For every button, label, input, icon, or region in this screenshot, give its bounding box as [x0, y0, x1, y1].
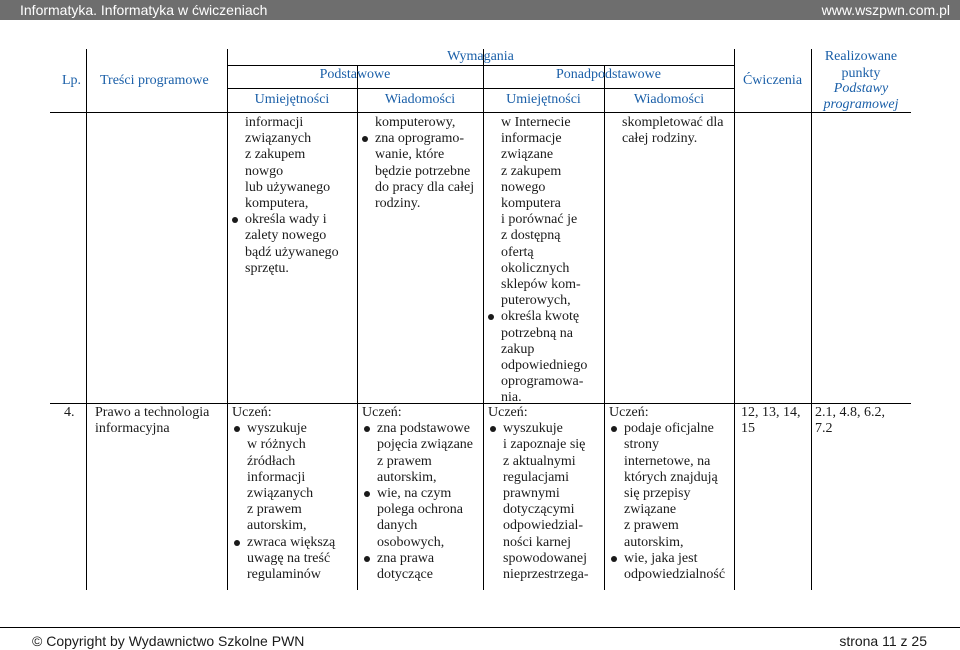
list-item: wie, jaka jest odpowiedzialność: [609, 551, 733, 583]
header-realizowane: Realizowane: [824, 49, 898, 64]
list-item: podaje oficjalne strony internetowe, na których znajdują się przepisy związane z prawem autorskim,: [609, 421, 733, 551]
header-podstawy: Podstawy: [833, 81, 889, 96]
header-wymagania: Wymagania: [447, 49, 514, 64]
punkty-text: 2.1, 4.8, 6.2, 7.2: [815, 405, 885, 437]
header-podstawowe: Podstawowe: [319, 67, 391, 82]
cont-text: informacji związanych z zakupem nowgo lub używanego komputera,: [245, 115, 331, 212]
header-wiadomosci-2: Wiadomości: [633, 92, 705, 107]
header-umiejetnosci-1: Umiejętności: [254, 92, 330, 107]
list-item: określa kwotę potrzebną na zakup odpowiedniego oprogramowa- nia.: [486, 309, 603, 406]
page-number: strona 11 z 25: [839, 633, 927, 649]
bullet-list: [609, 421, 733, 583]
footer-divider: [0, 627, 960, 628]
row4-umiejetnosci-ponad: [488, 405, 603, 583]
header-tresci: Treści programowe: [100, 73, 209, 88]
uczen-label: Uczeń:: [362, 405, 402, 420]
cont-text: skompletować dla całej rodziny.: [622, 115, 724, 147]
row4-cwiczenia: [741, 405, 811, 437]
cont-wiadomosci-podst: [360, 115, 482, 212]
header-wiadomosci-1: Wiadomości: [384, 92, 456, 107]
row-tresci-text: Prawo a technologia informacyjna: [95, 405, 210, 437]
list-item: wie, na czym polega ochrona danych osobowych,: [362, 486, 482, 551]
header-programowej: programowej: [823, 97, 899, 112]
uczen-label: Uczeń:: [488, 405, 528, 420]
header-umiejetnosci-2: Umiejętności: [506, 92, 581, 107]
bullet-list: [360, 131, 482, 212]
cont-text: w Internecie informacje związane z zakupem nowego komputera i porównać je z dostępną ofertą okolicznych sklepów kom- puterowych,: [501, 115, 581, 309]
list-item: zwraca większą uwagę na treść regulaminów: [232, 535, 356, 584]
header-punkty: punkty: [841, 66, 881, 81]
grid-line: [50, 112, 911, 113]
row4-wiadomosci-podst: [362, 405, 482, 583]
row4-punkty: [815, 405, 910, 437]
top-bar: [0, 0, 960, 20]
bullet-list: [230, 212, 356, 277]
uczen-label: Uczeń:: [232, 405, 272, 420]
row-number: 4.: [64, 405, 75, 420]
grid-line: [227, 65, 734, 66]
grid-line: [227, 88, 734, 89]
grid-line: [483, 49, 484, 590]
grid-line: [604, 65, 605, 590]
grid-line: [50, 403, 911, 404]
header-lp: Lp.: [62, 73, 82, 88]
bullet-list: [362, 421, 482, 583]
header-cwiczenia: Ćwiczenia: [742, 73, 803, 88]
list-item: zna prawa dotyczące: [362, 551, 482, 583]
bullet-list: [488, 421, 603, 583]
cont-text: komputerowy,: [375, 115, 456, 130]
grid-line: [734, 49, 735, 590]
uczen-label: Uczeń:: [609, 405, 649, 420]
list-item: wyszukuje i zapoznaje się z aktualnymi regulacjami prawnymi dotyczącymi odpowiedzial- ności karnej spowodowanej nieprzestrzega-: [488, 421, 603, 583]
bullet-list: [486, 309, 603, 406]
grid-line: [86, 49, 87, 590]
grid-line: [227, 49, 228, 590]
row4-umiejetnosci-podst: [232, 405, 356, 583]
list-item: zna oprogramo- wanie, które będzie potrzebne do pracy dla całej rodziny.: [360, 131, 482, 212]
row4-wiadomosci-ponad: [609, 405, 733, 583]
list-item: wyszukuje w różnych źródłach informacji związanych z prawem autorskim,: [232, 421, 356, 534]
copyright: © Copyright by Wydawnictwo Szkolne PWN: [32, 633, 305, 649]
list-item: zna podstawowe pojęcia związane z prawem autorskim,: [362, 421, 482, 486]
row-tresci: [95, 405, 226, 437]
header-ponadpodstawowe: Ponadpodstawowe: [556, 67, 661, 82]
grid-line: [811, 49, 812, 590]
site-url: www.wszpwn.com.pl: [821, 2, 950, 18]
bullet-list: [232, 421, 356, 583]
grid-line: [357, 65, 358, 590]
list-item: określa wady i zalety nowego bądź używanego sprzętu.: [230, 212, 356, 277]
document-title: Informatyka. Informatyka w ćwiczeniach: [20, 2, 268, 18]
cont-umiejetnosci-podst: [230, 115, 356, 277]
cont-umiejetnosci-ponad: [486, 115, 603, 407]
cwiczenia-text: 12, 13, 14, 15: [741, 405, 801, 437]
cont-wiadomosci-ponad: [607, 115, 733, 147]
